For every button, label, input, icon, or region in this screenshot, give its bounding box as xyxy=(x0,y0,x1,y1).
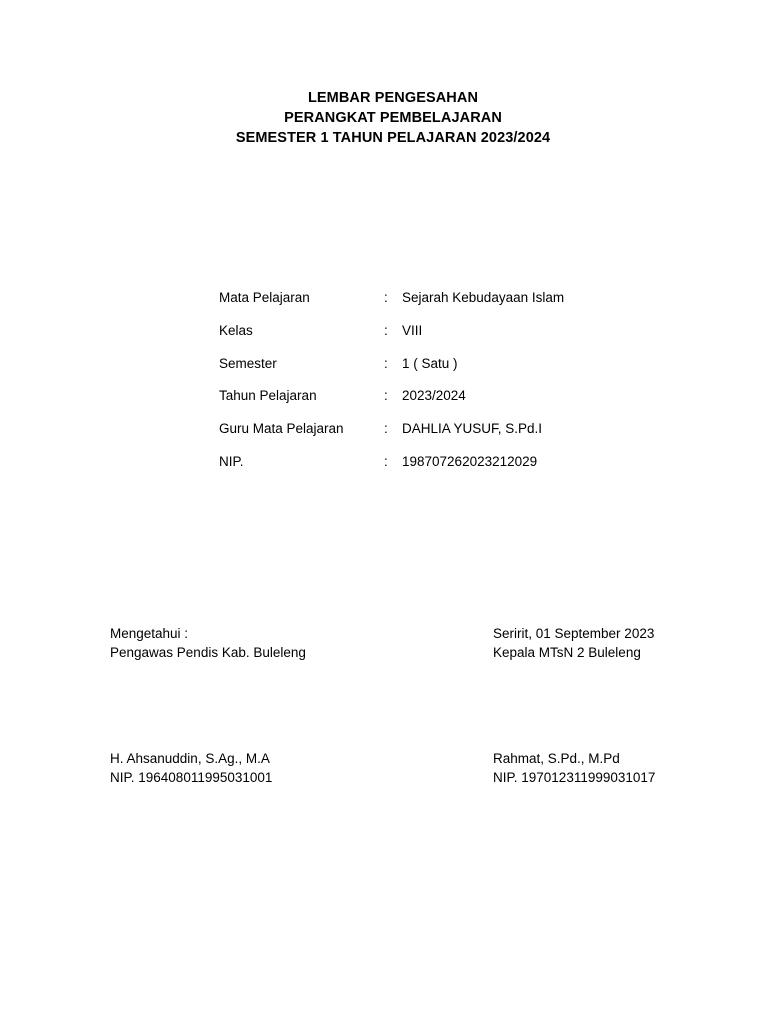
info-value: 1 ( Satu ) xyxy=(402,355,458,371)
info-table xyxy=(219,288,699,485)
left-signatory xyxy=(110,750,272,787)
info-colon: : xyxy=(384,388,388,404)
info-value: 2023/2024 xyxy=(402,388,466,404)
info-colon: : xyxy=(384,322,388,338)
info-label: Semester xyxy=(219,355,277,371)
info-row-academic-year xyxy=(219,386,699,419)
left-signature-role: Pengawas Pendis Kab. Buleleng xyxy=(110,644,306,660)
info-value: VIII xyxy=(402,322,423,338)
document-title xyxy=(0,88,768,148)
info-label: Tahun Pelajaran xyxy=(219,388,317,404)
left-signatory-name: H. Ahsanuddin, S.Ag., M.A xyxy=(110,751,270,766)
info-colon: : xyxy=(384,453,388,469)
info-label: Guru Mata Pelajaran xyxy=(219,421,344,437)
info-value: Sejarah Kebudayaan Islam xyxy=(402,290,565,305)
right-signatory-name: Rahmat, S.Pd., M.Pd xyxy=(493,751,620,766)
left-signature-heading: Mengetahui : xyxy=(110,626,189,641)
info-label: Mata Pelajaran xyxy=(219,290,310,305)
info-colon: : xyxy=(384,421,388,437)
right-signature-place-date: Seririt, 01 September 2023 xyxy=(493,626,655,641)
right-signatory-nip: NIP. 197012311999031017 xyxy=(493,769,656,785)
right-signature-role: Kepala MTsN 2 Buleleng xyxy=(493,644,641,660)
title-line-1: LEMBAR PENGESAHAN xyxy=(307,90,479,106)
title-line-2: PERANGKAT PEMBELAJARAN xyxy=(284,110,502,126)
info-value: DAHLIA YUSUF, S.Pd.I xyxy=(402,421,543,437)
title-line-3: SEMESTER 1 TAHUN PELAJARAN 2023/2024 xyxy=(235,130,551,146)
right-signature-header xyxy=(493,625,654,662)
info-colon: : xyxy=(384,290,388,305)
info-row-nip xyxy=(219,452,699,485)
info-row-teacher xyxy=(219,419,699,452)
info-label: Kelas xyxy=(219,322,253,338)
info-label: NIP. xyxy=(219,453,244,469)
info-colon: : xyxy=(384,355,388,371)
info-value: 198707262023212029 xyxy=(402,453,538,469)
info-row-class xyxy=(219,321,699,354)
info-row-subject xyxy=(219,288,699,321)
info-row-semester xyxy=(219,354,699,387)
left-signatory-nip: NIP. 196408011995031001 xyxy=(110,769,273,785)
left-signature-header xyxy=(110,625,306,662)
right-signatory xyxy=(493,750,655,787)
